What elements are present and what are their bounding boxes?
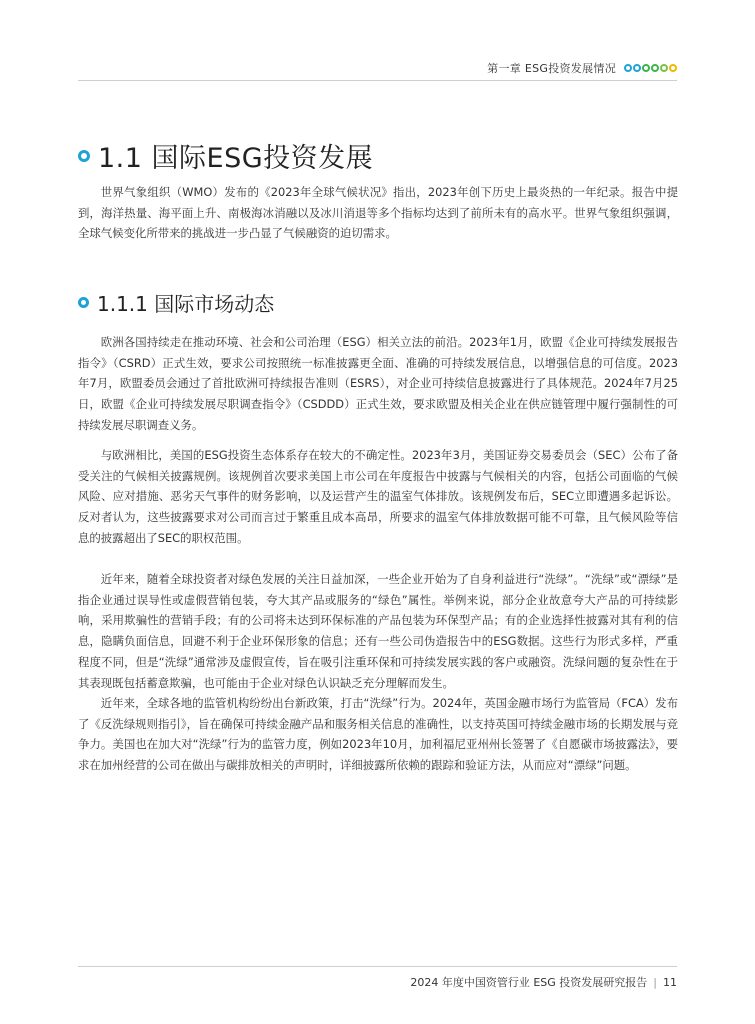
page-footer <box>410 974 677 990</box>
dot-icon <box>669 64 677 72</box>
subsection-heading-text: 1.1.1 国际市场动态 <box>97 292 275 316</box>
subsection-heading <box>78 288 274 317</box>
page-header <box>487 60 677 76</box>
section-heading-text: 1.1 国际ESG投资发展 <box>98 143 374 174</box>
body-paragraph: 近年来，随着全球投资者对绿色发展的关注日益加深，一些企业开始为了自身利益进行“洗绿”。“洗绿”或“漂绿”是指企业通过误导性或虚假营销包装，夸大其产品或服务的“绿色”属性。举例来说，部分企业故意夸大产品的可持续影响，采用欺骗性的营销手段；有的公司将未达到环保标准的产品包装为环保型产品；有的企业选择性披露对其有利的信息，隐瞒负面信息，回避不利于企业环保形象的信息；还有一些公司伪造报告中的ESG数据。这些行为形式多样，严重程度不同，但是“洗绿”通常涉及虚假宣传，旨在吸引注重环保和可持续发展实践的客户或融资。洗绿问题的复杂性在于其表现既包括蓄意欺骗，也可能由于企业对绿色认识缺乏充分理解而发生。 <box>78 572 678 690</box>
header-divider <box>78 80 677 81</box>
dot-icon <box>651 64 659 72</box>
section-heading <box>78 136 373 175</box>
footer-divider <box>78 966 677 967</box>
dot-icon <box>660 64 668 72</box>
heading-bullet-icon <box>78 297 89 308</box>
dot-icon <box>642 64 650 72</box>
dot-icon <box>633 64 641 72</box>
body-paragraph: 欧洲各国持续走在推动环境、社会和公司治理（ESG）相关立法的前沿。2023年1月，欧盟《企业可持续发展报告指令》（CSRD）正式生效，要求公司按照统一标准披露更全面、准确的可持续发展信息，以增强信息的可信度。2023年7月，欧盟委员会通过了首批欧洲可持续报告准则（ESRS），对企业可持续信息披露进行了具体规范。2024年7月25日，欧盟《企业可持续发展尽职调查指令》（CSDDD）正式生效，要求欧盟及相关企业在供应链管理中履行强制性的可持续发展尽职调查义务。 <box>78 335 678 432</box>
chapter-title: 第一章 ESG投资发展情况 <box>487 62 616 75</box>
heading-bullet-icon <box>78 150 90 162</box>
body-paragraph: 与欧洲相比，美国的ESG投资生态体系存在较大的不确定性。2023年3月，美国证券交易委员会（SEC）公布了备受关注的气候相关披露规例。该规例首次要求美国上市公司在年度报告中披露与气候相关的内容，包括公司面临的气候风险、应对措施、恶劣天气事件的财务影响，以及运营产生的温室气体排放。该规例发布后，SEC立即遭遇多起诉讼。反对者认为，这些披露要求对公司而言过于繁重且成本高昂，所要求的温室气体排放数据可能不可靠，且气候风险等信息的披露超出了SEC的职权范围。 <box>78 448 678 545</box>
decorative-dots-icon <box>624 64 677 72</box>
section-intro-paragraph: 世界气象组织（WMO）发布的《2023年全球气候状况》指出，2023年创下历史上最炎热的一年纪录。报告中提到，海洋热量、海平面上升、南极海冰消融以及冰川消退等多个指标均达到了前所未有的高水平。世界气象组织强调，全球气候变化所带来的挑战进一步凸显了气候融资的迫切需求。 <box>78 185 678 241</box>
footer-separator: | <box>653 975 657 989</box>
page-number: 11 <box>663 975 677 989</box>
body-paragraph: 近年来，全球各地的监管机构纷纷出台新政策，打击“洗绿”行为。2024年，英国金融市场行为监管局（FCA）发布了《反洗绿规则指引》，旨在确保可持续金融产品和服务相关信息的准确性，以支持英国可持续金融市场的长期发展与竞争力。美国也在加大对“洗绿”行为的监管力度，例如2023年10月，加利福尼亚州州长签署了《自愿碳市场披露法》，要求在加州经营的公司在做出与碳排放相关的声明时，详细披露所依赖的跟踪和验证方法，从而应对“漂绿”问题。 <box>78 696 678 773</box>
dot-icon <box>624 64 632 72</box>
report-title: 2024 年度中国资管行业 ESG 投资发展研究报告 <box>410 976 648 989</box>
